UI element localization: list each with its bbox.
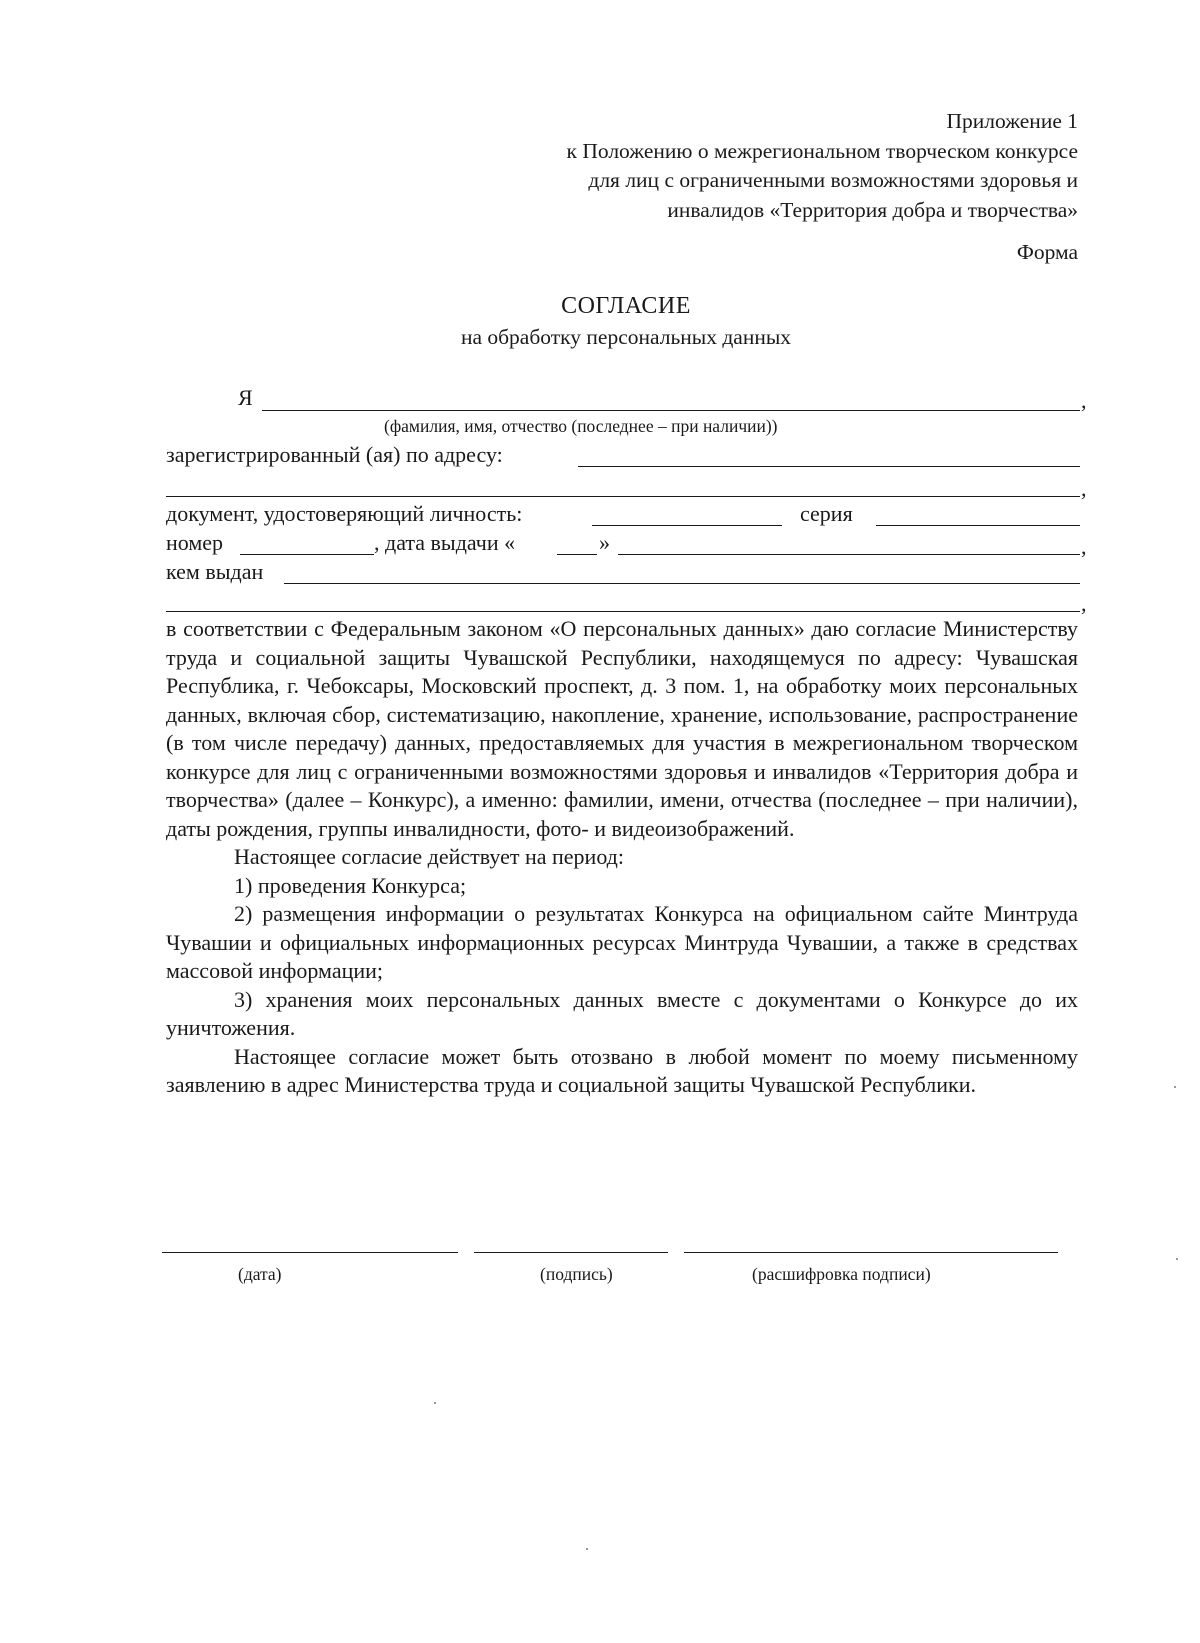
signature-decoding-caption: (расшифровка подписи) <box>752 1264 931 1284</box>
issue-date-comma: , <box>1081 534 1087 559</box>
address-comma: , <box>1081 476 1087 501</box>
date-line[interactable] <box>162 1252 458 1253</box>
consent-paragraph-2: Настоящее согласие действует на период: <box>234 844 624 869</box>
address-label: зарегистрированный (ая) по адресу: <box>166 442 503 467</box>
appendix-line-3: для лиц с ограниченными возможностями здоровья и <box>588 168 1078 192</box>
scan-speck <box>1174 1086 1176 1088</box>
document-title: СОГЛАСИЕ <box>561 293 691 319</box>
appendix-line-4: инвалидов «Территория добра и творчества» <box>667 197 1078 222</box>
issue-date-label: , дата выдачи « <box>374 530 516 555</box>
signature-caption: (подпись) <box>540 1264 613 1284</box>
issue-date-close: » <box>599 530 610 555</box>
consent-paragraph-6: Настоящее согласие может быть отозвано в любой момент по моему письменному заявлению в адрес Министерства труда и социальной защиты Чувашской Республики. <box>166 1043 1078 1097</box>
consent-paragraph-3: 1) проведения Конкурса; <box>234 872 467 898</box>
series-line[interactable] <box>876 525 1080 526</box>
form-label: Форма <box>1016 240 1078 264</box>
fio-comma: , <box>1081 388 1087 413</box>
consent-paragraph-1: в соответствии с Федеральным законом «О персональных данных» даю согласие Министерству труда и социальной защиты Чувашской Республики, находящемуся по адресу: Чувашская Республика, г. Чебоксары, Московский проспект, д. 3 пом. 1, на обработку моих персональных данных, включая сбор, систематизацию, накопление, хранение, использование, распространение (в том числе передачу) данных, предоставляемых для участия в межрегиональном творческом конкурсе для лиц с ограниченными возможностями здоровья и инвалидов «Территория добра и творчества» (далее – Конкурс), а именно: фамилии, имени, отчества (последнее – при наличии), даты рождения, группы инвалидности, фото- и видеоизображений. <box>166 616 1078 841</box>
appendix-line-1: Приложение 1 <box>946 109 1078 133</box>
issue-day-line[interactable] <box>557 554 597 555</box>
issued-by-comma: , <box>1081 591 1087 616</box>
issued-by-line-1[interactable] <box>284 583 1080 584</box>
issued-by-line-2[interactable] <box>166 611 1080 612</box>
consent-body <box>166 615 1078 1100</box>
address-line-1[interactable] <box>578 466 1080 467</box>
scan-speck <box>586 1548 588 1550</box>
signature-decoding-line[interactable] <box>684 1252 1058 1253</box>
document-subtitle: на обработку персональных данных <box>460 325 792 349</box>
appendix-line-2: к Положению о межрегиональном творческом конкурсе <box>566 138 1078 163</box>
fio-hint: (фамилия, имя, отчество (последнее – при наличии)) <box>384 416 778 436</box>
issued-by-label: кем выдан <box>166 559 264 584</box>
number-label: номер <box>166 530 224 555</box>
address-line-2[interactable] <box>166 496 1080 497</box>
document-label: документ, удостоверяющий личность: <box>166 501 523 526</box>
appendix-header <box>567 107 1079 225</box>
i-label: Я <box>238 385 253 410</box>
number-line[interactable] <box>240 554 374 555</box>
document-type-line[interactable] <box>592 525 782 526</box>
series-label: серия <box>800 501 853 526</box>
fio-line[interactable] <box>262 410 1080 411</box>
scan-speck <box>434 1402 436 1404</box>
consent-paragraph-4: 2) размещения информации о результатах Конкурса на официальном сайте Минтруда Чувашии и официальных информационных ресурсах Минтруда Чувашии, а также в средствах массовой информации; <box>166 901 1078 983</box>
signature-line[interactable] <box>474 1252 668 1253</box>
scan-speck <box>1176 1258 1178 1260</box>
consent-paragraph-5: 3) хранения моих персональных данных вместе с документами о Конкурсе до их уничтожения. <box>166 986 1078 1040</box>
issue-month-year-line[interactable] <box>618 554 1080 555</box>
date-caption: (дата) <box>238 1264 282 1284</box>
